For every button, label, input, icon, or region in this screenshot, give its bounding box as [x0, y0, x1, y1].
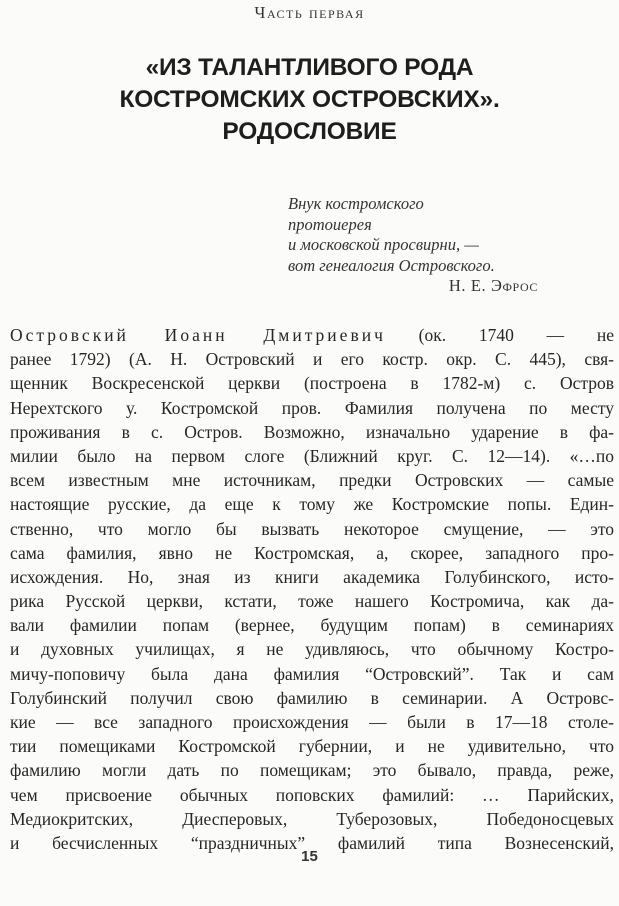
body-line: настоящие русские, да еще к тому же Костромские попы. Един- [10, 494, 614, 515]
running-head: Часть первая [254, 3, 365, 22]
body-line: исхождения. Но, зная из книги академика Голубинского, исто- [10, 566, 614, 587]
body-line: всем известным мне источникам, предки Островских — самые [10, 470, 614, 491]
body-line: мичу-поповичу была дана фамилия “Островский”. Так и сам [10, 663, 614, 684]
chapter-title [60, 52, 559, 148]
body-line: и бесчисленных “праздничных” фамилий типа Вознесенский, [10, 832, 614, 853]
epigraph-author: Н. Е. Эфрос [448, 276, 538, 295]
epigraph-line: и московской просвирни, — [288, 235, 479, 254]
body-text [10, 323, 614, 855]
epigraph [288, 194, 548, 297]
body-line: чем присвоение обычных поповских фамилий: … Парийских, [10, 784, 614, 805]
title-line: КОСТРОМСКИХ ОСТРОВСКИХ». [119, 86, 500, 113]
body-line: и духовных училищах, я не удивляюсь, что обычному Костро- [10, 639, 614, 660]
body-line: проживания в с. Остров. Возможно, изначально ударение в фа- [10, 421, 614, 442]
lead-name: Островский Иоанн Дмитриевич [10, 325, 386, 345]
body-line: кие — все западного происхождения — были в 17—18 столе- [10, 712, 614, 732]
body-line: Медиокритских, Диесперовых, Туберозовых, Победоносцевых [10, 808, 614, 829]
body-line: рика Русской церкви, кстати, тоже нашего Костромича, как да- [10, 591, 614, 612]
epigraph-line: вот генеалогия Островского. [288, 255, 495, 275]
body-line: милии было на первом слоге (Ближний круг. С. 12—14). «…по [10, 445, 614, 466]
title-line: «ИЗ ТАЛАНТЛИВОГО РОДА [145, 54, 474, 81]
body-line: тии помещиками Костромской губернии, и не удивительно, что [10, 736, 614, 757]
page-number: 15 [301, 848, 318, 865]
body-line: Голубинский получил свою фамилию в семинарии. А Островс- [10, 687, 614, 708]
epigraph-line: протоиерея [288, 214, 372, 234]
body-line: сама фамилия, явно не Костромская, а, скорее, западного про- [10, 542, 614, 563]
title-line: РОДОСЛОВИЕ [222, 118, 397, 145]
body-line: Островский Иоанн Дмитриевич (ок. 1740 — не [10, 325, 614, 345]
body-line: вали фамилии попам (вернее, будущим попам) в семинариях [10, 615, 614, 636]
epigraph-line: Внук костромского [288, 194, 424, 213]
body-line: фамилию могли дать по помещикам; это бывало, правда, реже, [10, 760, 614, 781]
body-line: Нерехтского у. Костромской пров. Фамилия получена по месту [10, 397, 614, 418]
body-line: ственно, что могло бы вызвать некоторое смущение, — это [10, 518, 614, 539]
body-line: ранее 1792) (А. Н. Островский и его костр. окр. С. 445), свя- [10, 349, 614, 370]
body-line: щенник Воскресенской церкви (построена в 1782-м) с. Остров [10, 373, 614, 394]
